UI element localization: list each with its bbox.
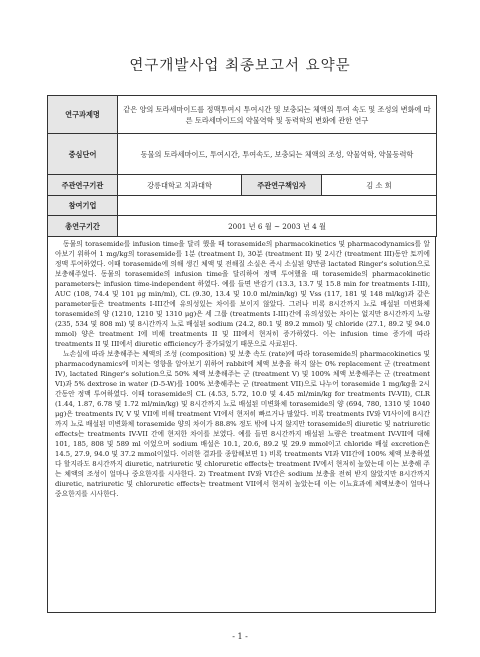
institution-label: 주관연구기관 [48,175,118,196]
page-title: 연구개발사업 최종보고서 요약문 [129,58,351,74]
project-title-label: 연구과제명 [48,96,118,134]
participant-label: 참여기업 [48,196,118,216]
institution-value: 강릉대학교 치과대학 [118,175,242,196]
page-number: - 1 - [232,632,248,641]
summary-info-table [47,95,437,237]
keywords-value: 동물의 토라세마이드, 투여시간, 투여속도, 보충되는 체액의 조성, 약물역학, 약물동력학 [118,134,437,175]
period-value: 2001 년 6 월 ~ 2003 년 4 월 [118,216,437,237]
period-label: 총연구기간 [48,216,118,237]
abstract-paragraph-1: 동물의 torasemide를 infusion time을 달리 했을 때 torasemide의 pharmacokinetics 및 pharmacodynamics를 알아보기 위하여 1 mg/kg의 torasemide를 1분 (treatment I), 30분 (treatment II) 및 2시간 (treatment III)동안 토끼에 정맥 투여하였다. 이때 torasemide에 의해 생긴 체액 및 전해질 소실은 즉시 소실된 양만큼 lactated Ringer's solution으로 보충해주었다. 동물의 torasemide의 infusion time을 달리하여 정맥 투여했을 때 torasemide의 pharmacokinetic parameters는 infusion time-independent 하였다. 예를 들면 반감기 (13.3, 13.7 및 15.8 min for treatments I-III), AUC (108, 74.4 및 101 μg min/ml), CL (9.30, 13.4 및 10.0 ml/min/kg) 및 Vss (117, 181 및 148 ml/kg)과 같은 parameter들은 treatments I-III간에 유의성있는 차이를 보이지 않았다. 그러나 비록 8시간까지 뇨로 배설된 미변화체 torasemide의 양 (1210, 1210 및 1310 μg)은 세 그룹 (treatments I-III)간에 유의성있는 차이는 없지만 8시간까지 뇨량 (235, 534 및 808 ml) 및 8시간까지 뇨로 배설된 sodium (24.2, 80.1 및 89.2 mmol) 및 chloride (27.1, 89.2 및 94.0 mmol) 양은 treatment I에 비해 treatments II 및 III에서 현저히 증가하였다. 이는 infusion time 증가에 따라 treatments II 및 III에서 diuretic efficiency가 증가되었기 때문으로 사료된다. [55,240,430,348]
lead-researcher-value: 김 소 희 [322,175,437,196]
abstract-body [47,236,436,613]
abstract-paragraph-2: 뇨손실에 따라 보충해주는 체액의 조성 (composition) 및 보충 속도 (rate)에 따라 torasemide의 pharmacokinetics 및 pharmacodynamics에 미치는 영향을 알아보기 위하여 rabbit에 체액 보충을 하지 않는 0% replacement 군 (treatment IV), lactated Ringer's solution으로 50% 체액 보충해주는 군 (treatment V) 및 100% 체액 보충해주는 군 (treatment VI)과 5% dextrose in water (D-5-W)를 100% 보충해주는 군 (treatment VII)으로 나누어 torasemide 1 mg/kg을 2시간동안 정맥 투여하였다. 이때 torasemide의 CL (4.53, 5.72, 10.0 및 4.45 ml/min/kg for treatments IV-VII), CLR (1.44, 1.87, 6.78 및 1.72 ml/min/kg) 및 8시간까지 뇨로 배설된 미변화체 torasemide의 양 (694, 780, 1310 및 1040 μg)은 treatments IV, V 및 VII에 비해 treatment VI에서 현저히 빠르거나 많았다. 비록 treatments IV와 VI사이에 8시간까지 뇨로 배설된 미변화체 torasemide 양의 차이가 88.8% 정도 밖에 나지 않지만 torasemide의 diuretic 및 natriuretic effects는 treatments IV-VII 간에 현저한 차이를 보였다. 예를 들면 8시간까지 배설된 뇨량은 treatment IV-VII에 대해 101, 185, 808 및 589 ml 이었으며 sodium 배설은 10.1, 20.6, 89.2 및 29.9 mmol이고 chloride 배설 excretion은 14.5, 27.9, 94.0 및 37.2 mmol이었다. 이러한 결과를 종합해보면 1) 비록 treatments VI과 VII간에 100% 체액 보충하였다 할지라도 8시간까지 diuretic, natriuretic 및 chloruretic effects는 treatment IV에서 현저히 높았는데 이는 보충해 주는 체액의 조성이 얼마나 중요한지를 시사한다. 2) Treatment IV와 VI간은 sodium 보충을 전혀 받지 않았지만 8시간까지 diuretic, natriuretic 및 chloruretic effects는 treatment VII에서 현저히 높았는데 이는 이뇨효과에 체액보충이 얼마나 중요한지를 시사한다. [55,349,430,498]
project-title-value: 같은 양의 토라세마이드를 정맥투여시 투여시간 및 보충되는 체액의 투여 속도 및 조성의 변화에 따른 토라세마이드의 약물역학 및 동력학의 변화에 관한 연구 [118,96,437,134]
lead-researcher-label: 주관연구책임자 [242,175,322,196]
participant-value [118,196,437,216]
keywords-label: 중심단어 [48,134,118,175]
